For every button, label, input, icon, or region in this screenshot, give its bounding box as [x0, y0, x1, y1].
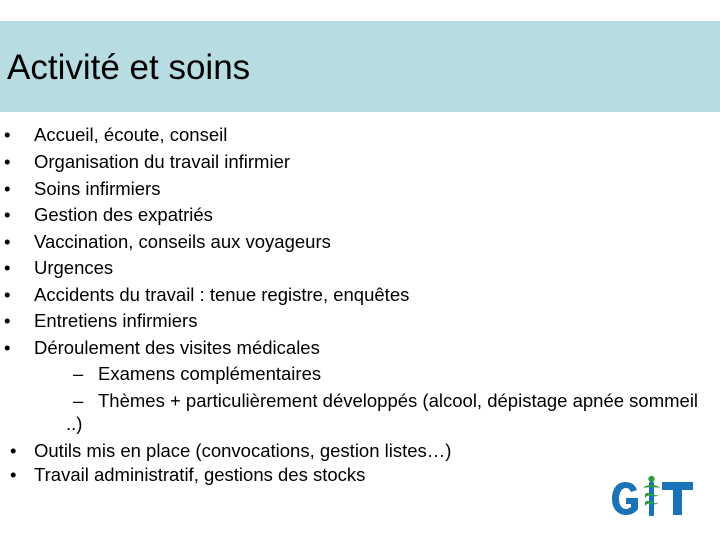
list-item-text: Entretiens infirmiers: [34, 310, 198, 331]
sub-list-item-text: Thèmes + particulièrement développés (alcool, dépistage apnée sommeil: [98, 390, 699, 411]
bullet-marker: •: [4, 178, 11, 199]
bullet-marker: •: [4, 204, 11, 225]
list-item-text: Soins infirmiers: [34, 178, 161, 199]
list-item-text: Travail administratif, gestions des stocks: [34, 464, 366, 485]
logo-letter-g: [612, 482, 638, 515]
bullet-marker: •: [4, 257, 11, 278]
list-item-text: Gestion des expatriés: [34, 204, 213, 225]
bullet-marker: •: [4, 231, 11, 252]
list-item-text: Déroulement des visites médicales: [34, 337, 320, 358]
dash-marker: –: [73, 363, 84, 384]
bullet-marker: •: [10, 440, 17, 461]
git-logo: [611, 472, 695, 522]
bullet-marker: •: [10, 464, 17, 485]
dash-marker: –: [73, 390, 84, 411]
bullet-marker: •: [4, 310, 11, 331]
list-item-text: Outils mis en place (convocations, gestion listes…): [34, 440, 452, 461]
list-item-text: Accueil, écoute, conseil: [34, 124, 228, 145]
bullet-marker: •: [4, 124, 11, 145]
sub-list-item-text: ..): [66, 413, 83, 434]
sub-list-item-text: Examens complémentaires: [98, 363, 322, 384]
bullet-marker: •: [4, 151, 11, 172]
bullet-marker: •: [4, 284, 11, 305]
list-item-text: Organisation du travail infirmier: [34, 151, 291, 172]
list-item-text: Urgences: [34, 257, 114, 278]
logo-letter-t: [662, 482, 693, 515]
bullet-marker: •: [4, 337, 11, 358]
slide-title: Activité et soins: [7, 48, 251, 87]
list-item-text: Accidents du travail : tenue registre, enquêtes: [34, 284, 410, 305]
list-item-text: Vaccination, conseils aux voyageurs: [34, 231, 331, 252]
